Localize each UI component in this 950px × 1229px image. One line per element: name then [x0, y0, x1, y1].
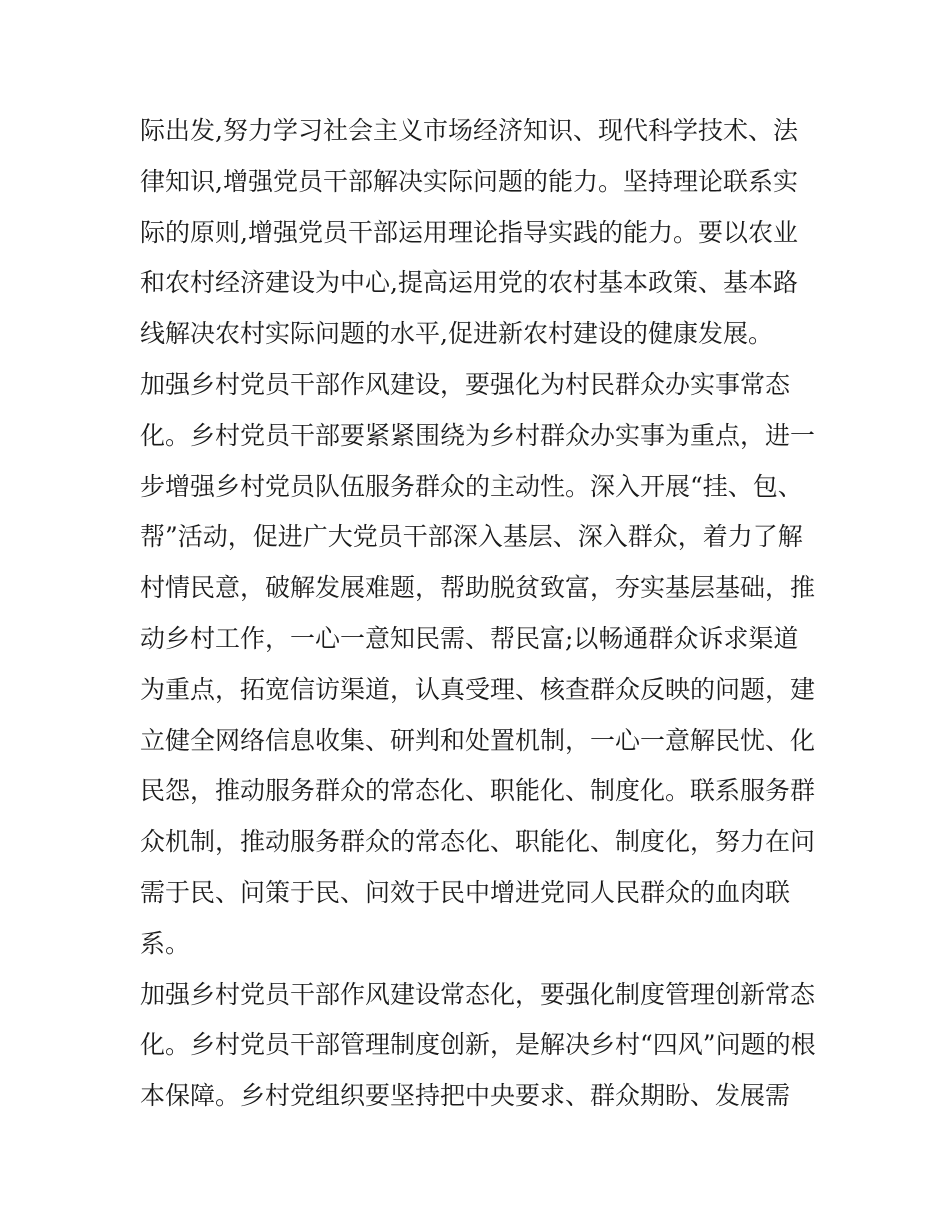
- text-line: 为重点，拓宽信访渠道，认真受理、核查群众反映的问题，建: [140, 674, 816, 704]
- text-line: 化。乡村党员干部管理制度创新，是解决乡村“四风”问题的根: [140, 1030, 816, 1060]
- text-line: 加强乡村党员干部作风建设，要强化为村民群众办实事常态: [140, 369, 791, 399]
- text-line: 众机制，推动服务群众的常态化、职能化、制度化，努力在问: [140, 827, 816, 857]
- text-line: 律知识,增强党员干部解决实际问题的能力。坚持理论联系实: [140, 166, 798, 196]
- text-line: 化。乡村党员干部要紧紧围绕为乡村群众办实事为重点，进一: [140, 420, 816, 450]
- text-line: 线解决农村实际问题的水平,促进新农村建设的健康发展。: [140, 319, 773, 349]
- text-line: 村情民意，破解发展难题，帮助脱贫致富，夯实基层基础，推: [140, 573, 816, 603]
- text-line: 需于民、问策于民、问效于民中增进党同人民群众的血肉联: [140, 877, 791, 907]
- text-line: 民怨，推动服务群众的常态化、职能化、制度化。联系服务群: [140, 776, 816, 806]
- text-line: 际出发,努力学习社会主义市场经济知识、现代科学技术、法: [140, 116, 798, 145]
- text-line: 加强乡村党员干部作风建设常态化，要强化制度管理创新常态: [140, 979, 816, 1009]
- document-body: [140, 106, 840, 1122]
- text-line: 和农村经济建设为中心,提高运用党的农村基本政策、基本路: [140, 268, 798, 298]
- text-line: 际的原则,增强党员干部运用理论指导实践的能力。要以农业: [140, 217, 798, 247]
- text-line: 动乡村工作，一心一意知民需、帮民富;以畅通群众诉求渠道: [140, 623, 799, 653]
- text-line: 步增强乡村党员队伍服务群众的主动性。深入开展“挂、包、: [140, 471, 803, 501]
- text-line: 本保障。乡村党组织要坚持把中央要求、群众期盼、发展需: [140, 1081, 791, 1111]
- text-line: 立健全网络信息收集、研判和处置机制，一心一意解民忧、化: [140, 725, 816, 755]
- text-line: 系。: [140, 928, 191, 958]
- text-line: 帮”活动，促进广大党员干部深入基层、深入群众，着力了解: [140, 522, 803, 552]
